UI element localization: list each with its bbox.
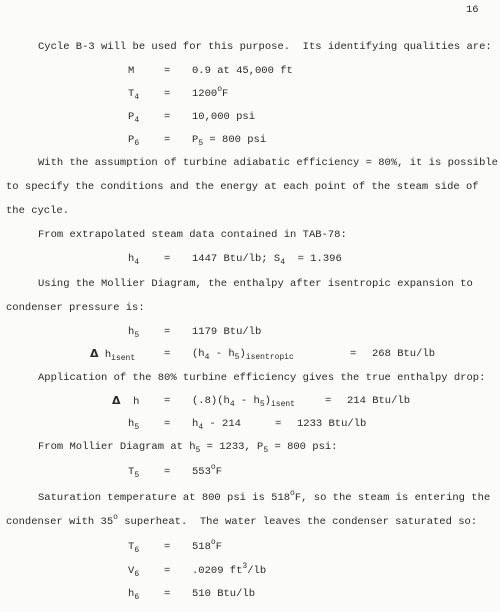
paragraph-line: condenser with 35$^o$ superheat. The water leaves the condenser saturated so: (6, 513, 478, 528)
p6-value: $P_5 = 800$ psi (192, 134, 267, 148)
symbol-h6: $h_6$ (128, 588, 140, 602)
equals-sign: = (164, 348, 171, 360)
p4-value: 10,000 psi (192, 111, 256, 123)
paragraph-line: condenser pressure is: (6, 302, 145, 314)
page-number: 16 (466, 4, 479, 16)
paragraph-line: Application of the 80% turbine efficiency gives the true enthalpy drop: (38, 372, 486, 384)
equals-sign: = (164, 65, 171, 77)
paragraph-line: From extrapolated steam data contained in TAB-78: (38, 229, 347, 241)
paragraph-line: With the assumption of turbine adiabatic efficiency = 80%, it is possible (38, 157, 498, 169)
h6-value: 510 Btu/lb (192, 588, 256, 600)
symbol-t5: $T_5$ (128, 466, 140, 480)
symbol-p4: $P_4$ (128, 111, 140, 125)
paragraph-line: Cycle B-3 will be used for this purpose. Its identifying qualities are: (38, 41, 492, 53)
delta-h-isent-value: 268 Btu/lb (372, 348, 436, 360)
t5-value: 553$^o$F (192, 463, 223, 478)
symbol-delta-h: Δ h (112, 394, 140, 408)
equals-sign: = (164, 541, 171, 553)
delta-h-value: 214 Btu/lb (347, 395, 411, 407)
equals-sign: = (164, 565, 171, 577)
symbol-delta-h-isent: Δ $h_{isent}$ (90, 347, 136, 363)
t4-value: 1200$^o$F (192, 85, 229, 100)
paragraph-line: From Mollier Diagram at $h_5 = 1233$, $P_5 = 800$ psi: (38, 441, 338, 455)
symbol-h5: $h_5$ (128, 418, 140, 432)
t6-value: 518$^o$F (192, 538, 223, 553)
equals-sign: = (275, 418, 282, 430)
equals-sign: = (164, 88, 171, 100)
symbol-p6: $P_6$ (128, 134, 140, 148)
delta-symbol: Δ (112, 394, 121, 407)
v6-value: .0209 $ft^3/lb$ (192, 562, 267, 577)
equals-sign: = (164, 418, 171, 430)
symbol-mach: M (128, 65, 135, 77)
equals-sign: = (164, 395, 171, 407)
delta-h-isent-expression: $(h_4 - h_5)_{isentropic}$ (192, 348, 294, 362)
h5-value: 1179 Btu/lb (192, 326, 262, 338)
equals-sign: = (164, 111, 171, 123)
paragraph-line: to specify the conditions and the energy at each point of the steam side of (6, 181, 479, 193)
symbol-t4: $T_4$ (128, 88, 140, 102)
paragraph-line: the cycle. (6, 205, 70, 217)
h4-value: 1447 Btu/lb; $S_4 = 1.396$ (192, 253, 342, 267)
mach-value: 0.9 at 45,000 ft (192, 65, 293, 77)
paragraph-line: Saturation temperature at 800 psi is 518$^o$F, so the steam is entering the (38, 489, 491, 504)
equals-sign: = (350, 348, 357, 360)
paragraph-line: Using the Mollier Diagram, the enthalpy after isentropic expansion to (38, 278, 473, 290)
symbol-h4: $h_4$ (128, 253, 140, 267)
symbol-t6: $T_6$ (128, 541, 140, 555)
equals-sign: = (164, 588, 171, 600)
equals-sign: = (164, 326, 171, 338)
equals-sign: = (164, 253, 171, 265)
equals-sign: = (164, 466, 171, 478)
equals-sign: = (164, 134, 171, 146)
symbol-h5: $h_5$ (128, 326, 140, 340)
delta-symbol: Δ (90, 347, 99, 360)
symbol-v6: $V_6$ (128, 565, 140, 579)
equals-sign: = (325, 395, 332, 407)
delta-h-expression: $(.8)(h_4 - h_5)_{isent}$ (192, 395, 295, 409)
h5-true-value: 1233 Btu/lb (297, 418, 367, 430)
h5-true-expression: $h_4 - 214$ (192, 418, 241, 432)
